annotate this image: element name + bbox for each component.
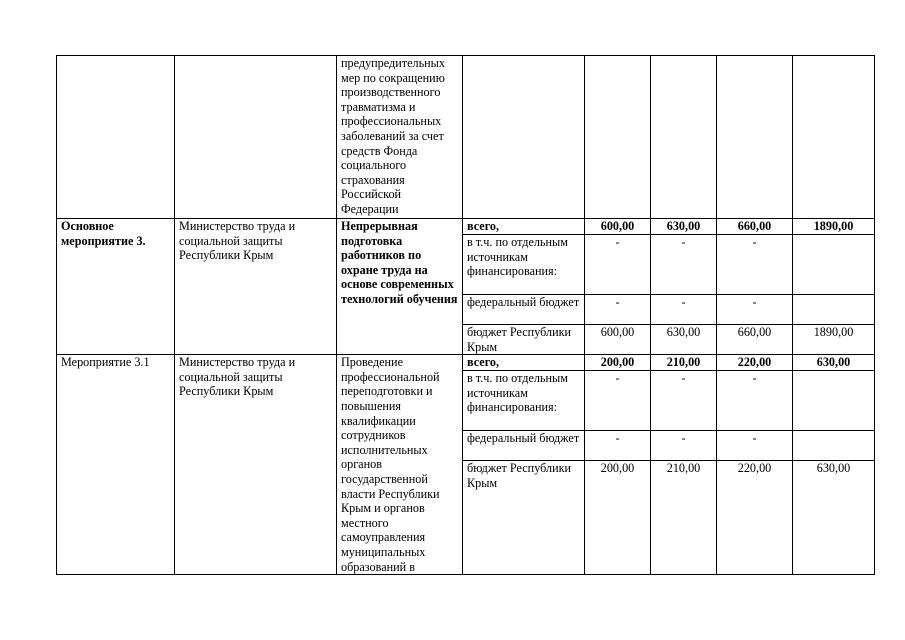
name-cell: [57, 56, 175, 219]
value-cell: -: [585, 295, 651, 325]
value-cell: -: [651, 431, 717, 461]
value-cell: 200,00: [585, 355, 651, 371]
value-cell: -: [717, 431, 793, 461]
value-cell: 210,00: [651, 461, 717, 575]
value-cell: -: [585, 371, 651, 431]
activity-description: Проведение профессиональной переподготовки и повышения квалификации сотрудников исполнительных органов государственной власти Республики Крым и органов местного самоуправления муниципальных образований в: [337, 355, 463, 575]
table-row: [57, 56, 875, 219]
value-cell: [651, 56, 717, 219]
source-cell: федеральный бюджет: [463, 431, 585, 461]
value-cell: -: [651, 235, 717, 295]
value-cell: -: [717, 235, 793, 295]
value-cell: 220,00: [717, 461, 793, 575]
activity-description: Непрерывная подготовка работников по охране труда на основе современных технологий обучения: [337, 219, 463, 355]
value-cell: -: [717, 295, 793, 325]
total-cell: [793, 431, 875, 461]
value-cell: -: [717, 371, 793, 431]
total-cell: [793, 295, 875, 325]
value-cell: 630,00: [651, 325, 717, 355]
total-cell: 1890,00: [793, 325, 875, 355]
value-cell: 220,00: [717, 355, 793, 371]
source-cell: федеральный бюджет: [463, 295, 585, 325]
total-cell: [793, 235, 875, 295]
value-cell: [585, 56, 651, 219]
source-cell: бюджет Республики Крым: [463, 325, 585, 355]
funding-table: [56, 55, 875, 575]
total-cell: 1890,00: [793, 219, 875, 235]
value-cell: 660,00: [717, 325, 793, 355]
description-cell: предупредительных мер по сокращению производственного травматизма и профессиональных заболеваний за счет средств Фонда социального страхования Российской Федерации: [337, 56, 463, 219]
value-cell: -: [585, 235, 651, 295]
source-cell: всего,: [463, 219, 585, 235]
source-cell: [463, 56, 585, 219]
value-cell: -: [651, 295, 717, 325]
activity-name: Мероприятие 3.1: [57, 355, 175, 575]
value-cell: 200,00: [585, 461, 651, 575]
value-cell: 660,00: [717, 219, 793, 235]
source-cell: бюджет Республики Крым: [463, 461, 585, 575]
activity-name: Основное мероприятие 3.: [57, 219, 175, 355]
value-cell: -: [651, 371, 717, 431]
total-cell: [793, 56, 875, 219]
value-cell: -: [585, 431, 651, 461]
value-cell: 600,00: [585, 325, 651, 355]
source-cell: в т.ч. по отдельным источникам финансирования:: [463, 371, 585, 431]
value-cell: 210,00: [651, 355, 717, 371]
total-cell: 630,00: [793, 355, 875, 371]
total-cell: 630,00: [793, 461, 875, 575]
source-cell: всего,: [463, 355, 585, 371]
activity-executor: Министерство труда и социальной защиты Республики Крым: [175, 355, 337, 575]
executor-cell: [175, 56, 337, 219]
source-cell: в т.ч. по отдельным источникам финансирования:: [463, 235, 585, 295]
activity-executor: Министерство труда и социальной защиты Республики Крым: [175, 219, 337, 355]
total-cell: [793, 371, 875, 431]
value-cell: [717, 56, 793, 219]
table-row: [57, 355, 875, 371]
value-cell: 630,00: [651, 219, 717, 235]
value-cell: 600,00: [585, 219, 651, 235]
table-row: [57, 219, 875, 235]
